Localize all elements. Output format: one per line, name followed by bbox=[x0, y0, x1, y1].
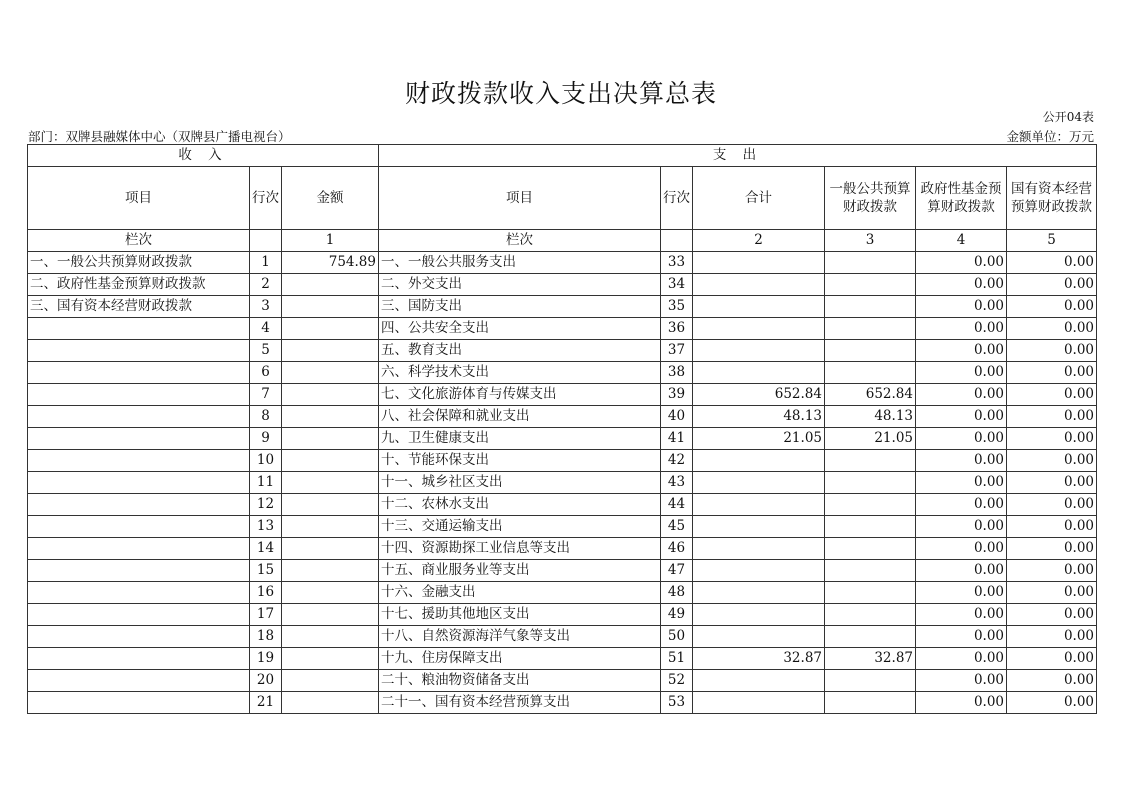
expense-item-cell: 九、卫生健康支出 bbox=[379, 428, 661, 450]
general-budget-cell: 32.87 bbox=[825, 648, 916, 670]
income-item-cell bbox=[28, 428, 250, 450]
income-row-no-cell: 2 bbox=[250, 274, 282, 296]
table-row bbox=[28, 296, 1097, 318]
table-row bbox=[28, 670, 1097, 692]
total-cell bbox=[693, 560, 825, 582]
income-item-cell bbox=[28, 494, 250, 516]
income-amount-cell bbox=[282, 692, 379, 714]
state-capital-cell: 0.00 bbox=[1007, 472, 1097, 494]
table-row bbox=[28, 692, 1097, 714]
gov-fund-cell: 0.00 bbox=[916, 582, 1007, 604]
total-cell bbox=[693, 472, 825, 494]
income-section-header: 收 入 bbox=[28, 145, 379, 167]
section-header-row bbox=[28, 145, 1097, 167]
total-index: 2 bbox=[693, 230, 825, 252]
general-budget-cell bbox=[825, 538, 916, 560]
table-row bbox=[28, 626, 1097, 648]
state-capital-cell: 0.00 bbox=[1007, 538, 1097, 560]
income-amount-cell bbox=[282, 472, 379, 494]
expense-row-index bbox=[661, 230, 693, 252]
gov-fund-cell: 0.00 bbox=[916, 670, 1007, 692]
table-row bbox=[28, 428, 1097, 450]
income-row-no-cell: 8 bbox=[250, 406, 282, 428]
expense-row-no-cell: 36 bbox=[661, 318, 693, 340]
general-budget-cell bbox=[825, 516, 916, 538]
expense-item-cell: 二十一、国有资本经营预算支出 bbox=[379, 692, 661, 714]
total-cell bbox=[693, 252, 825, 274]
income-item-cell bbox=[28, 604, 250, 626]
total-cell bbox=[693, 340, 825, 362]
table-row bbox=[28, 604, 1097, 626]
state-capital-cell: 0.00 bbox=[1007, 582, 1097, 604]
income-item-cell bbox=[28, 692, 250, 714]
total-header: 合计 bbox=[693, 167, 825, 230]
expense-item-header: 项目 bbox=[379, 167, 661, 230]
gov-fund-cell: 0.00 bbox=[916, 626, 1007, 648]
income-item-cell bbox=[28, 516, 250, 538]
expense-item-cell: 二、外交支出 bbox=[379, 274, 661, 296]
income-row-no-cell: 10 bbox=[250, 450, 282, 472]
total-cell bbox=[693, 494, 825, 516]
income-row-no-cell: 5 bbox=[250, 340, 282, 362]
gov-fund-cell: 0.00 bbox=[916, 538, 1007, 560]
fiscal-summary-table bbox=[27, 144, 1097, 714]
state-capital-cell: 0.00 bbox=[1007, 692, 1097, 714]
expense-item-cell: 十三、交通运输支出 bbox=[379, 516, 661, 538]
expense-row-no-cell: 52 bbox=[661, 670, 693, 692]
general-budget-cell bbox=[825, 318, 916, 340]
table-row bbox=[28, 252, 1097, 274]
expense-item-cell: 十、节能环保支出 bbox=[379, 450, 661, 472]
income-amount-cell bbox=[282, 626, 379, 648]
gov-fund-cell: 0.00 bbox=[916, 274, 1007, 296]
income-item-cell bbox=[28, 406, 250, 428]
income-amount-cell bbox=[282, 384, 379, 406]
income-amount-cell bbox=[282, 494, 379, 516]
income-amount-cell bbox=[282, 318, 379, 340]
income-amount-cell bbox=[282, 362, 379, 384]
expense-row-no-cell: 47 bbox=[661, 560, 693, 582]
income-row-no-cell: 16 bbox=[250, 582, 282, 604]
income-row-no-cell: 21 bbox=[250, 692, 282, 714]
total-cell bbox=[693, 604, 825, 626]
expense-item-cell: 七、文化旅游体育与传媒支出 bbox=[379, 384, 661, 406]
gov-fund-cell: 0.00 bbox=[916, 362, 1007, 384]
gov-fund-cell: 0.00 bbox=[916, 318, 1007, 340]
expense-item-cell: 十八、自然资源海洋气象等支出 bbox=[379, 626, 661, 648]
state-capital-cell: 0.00 bbox=[1007, 362, 1097, 384]
state-capital-cell: 0.00 bbox=[1007, 626, 1097, 648]
income-item-cell bbox=[28, 362, 250, 384]
state-capital-cell: 0.00 bbox=[1007, 560, 1097, 582]
total-cell bbox=[693, 626, 825, 648]
general-budget-cell bbox=[825, 296, 916, 318]
general-budget-cell bbox=[825, 274, 916, 296]
table-row bbox=[28, 406, 1097, 428]
expense-item-cell: 二十、粮油物资储备支出 bbox=[379, 670, 661, 692]
total-cell: 21.05 bbox=[693, 428, 825, 450]
state-capital-cell: 0.00 bbox=[1007, 340, 1097, 362]
expense-item-cell: 六、科学技术支出 bbox=[379, 362, 661, 384]
department-label: 部门：双牌县融媒体中心（双牌县广播电视台） bbox=[28, 129, 291, 144]
expense-row-no-cell: 43 bbox=[661, 472, 693, 494]
general-budget-cell bbox=[825, 472, 916, 494]
expense-row-no-header: 行次 bbox=[661, 167, 693, 230]
gov-fund-cell: 0.00 bbox=[916, 340, 1007, 362]
expense-item-cell: 十四、资源勘探工业信息等支出 bbox=[379, 538, 661, 560]
income-item-header: 项目 bbox=[28, 167, 250, 230]
total-cell bbox=[693, 362, 825, 384]
income-row-no-cell: 15 bbox=[250, 560, 282, 582]
expense-row-no-cell: 41 bbox=[661, 428, 693, 450]
state-capital-cell: 0.00 bbox=[1007, 252, 1097, 274]
gov-fund-cell: 0.00 bbox=[916, 472, 1007, 494]
general-budget-cell bbox=[825, 692, 916, 714]
general-budget-cell bbox=[825, 560, 916, 582]
gov-fund-index: 4 bbox=[916, 230, 1007, 252]
table-row bbox=[28, 494, 1097, 516]
income-amount-header: 金额 bbox=[282, 167, 379, 230]
general-budget-cell bbox=[825, 582, 916, 604]
state-capital-cell: 0.00 bbox=[1007, 428, 1097, 450]
income-item-cell bbox=[28, 582, 250, 604]
expense-item-cell: 五、教育支出 bbox=[379, 340, 661, 362]
income-row-no-cell: 4 bbox=[250, 318, 282, 340]
income-amount-cell bbox=[282, 670, 379, 692]
total-cell bbox=[693, 670, 825, 692]
income-row-no-cell: 9 bbox=[250, 428, 282, 450]
income-amount-cell bbox=[282, 538, 379, 560]
income-index-label: 栏次 bbox=[28, 230, 250, 252]
expense-item-cell: 八、社会保障和就业支出 bbox=[379, 406, 661, 428]
income-item-cell bbox=[28, 538, 250, 560]
expense-row-no-cell: 46 bbox=[661, 538, 693, 560]
income-amount-cell bbox=[282, 648, 379, 670]
page-title: 财政拨款收入支出决算总表 bbox=[404, 79, 717, 108]
general-budget-cell bbox=[825, 362, 916, 384]
gov-fund-cell: 0.00 bbox=[916, 296, 1007, 318]
income-item-cell: 三、国有资本经营财政拨款 bbox=[28, 296, 250, 318]
table-row bbox=[28, 340, 1097, 362]
general-budget-cell bbox=[825, 670, 916, 692]
expense-row-no-cell: 44 bbox=[661, 494, 693, 516]
income-item-cell bbox=[28, 670, 250, 692]
expense-row-no-cell: 33 bbox=[661, 252, 693, 274]
expense-row-no-cell: 45 bbox=[661, 516, 693, 538]
gov-fund-cell: 0.00 bbox=[916, 450, 1007, 472]
table-row bbox=[28, 472, 1097, 494]
income-item-cell bbox=[28, 340, 250, 362]
state-capital-header: 国有资本经营预算财政拨款 bbox=[1007, 167, 1097, 230]
income-amount-cell bbox=[282, 516, 379, 538]
state-capital-cell: 0.00 bbox=[1007, 670, 1097, 692]
expense-section-header: 支 出 bbox=[379, 145, 1097, 167]
total-cell bbox=[693, 296, 825, 318]
table-row bbox=[28, 450, 1097, 472]
income-amount-cell bbox=[282, 450, 379, 472]
expense-row-no-cell: 48 bbox=[661, 582, 693, 604]
income-row-no-cell: 20 bbox=[250, 670, 282, 692]
general-budget-cell: 21.05 bbox=[825, 428, 916, 450]
expense-row-no-cell: 37 bbox=[661, 340, 693, 362]
total-cell: 48.13 bbox=[693, 406, 825, 428]
gov-fund-cell: 0.00 bbox=[916, 560, 1007, 582]
gov-fund-cell: 0.00 bbox=[916, 428, 1007, 450]
income-item-cell bbox=[28, 648, 250, 670]
income-amount-cell bbox=[282, 340, 379, 362]
general-index: 3 bbox=[825, 230, 916, 252]
total-cell bbox=[693, 692, 825, 714]
total-cell bbox=[693, 538, 825, 560]
state-capital-cell: 0.00 bbox=[1007, 648, 1097, 670]
expense-item-cell: 十二、农林水支出 bbox=[379, 494, 661, 516]
income-row-no-header: 行次 bbox=[250, 167, 282, 230]
income-amount-index: 1 bbox=[282, 230, 379, 252]
state-capital-index: 5 bbox=[1007, 230, 1097, 252]
income-item-cell: 二、政府性基金预算财政拨款 bbox=[28, 274, 250, 296]
expense-row-no-cell: 42 bbox=[661, 450, 693, 472]
gov-fund-cell: 0.00 bbox=[916, 406, 1007, 428]
income-row-index bbox=[250, 230, 282, 252]
income-row-no-cell: 11 bbox=[250, 472, 282, 494]
expense-item-cell: 十五、商业服务业等支出 bbox=[379, 560, 661, 582]
expense-row-no-cell: 51 bbox=[661, 648, 693, 670]
expense-item-cell: 三、国防支出 bbox=[379, 296, 661, 318]
form-number: 公开04表 bbox=[1042, 110, 1094, 124]
state-capital-cell: 0.00 bbox=[1007, 450, 1097, 472]
gov-fund-cell: 0.00 bbox=[916, 494, 1007, 516]
general-budget-cell: 652.84 bbox=[825, 384, 916, 406]
expense-item-cell: 四、公共安全支出 bbox=[379, 318, 661, 340]
income-item-cell bbox=[28, 384, 250, 406]
income-amount-cell: 754.89 bbox=[282, 252, 379, 274]
table-row bbox=[28, 274, 1097, 296]
general-budget-cell: 48.13 bbox=[825, 406, 916, 428]
total-cell: 32.87 bbox=[693, 648, 825, 670]
total-cell bbox=[693, 318, 825, 340]
general-budget-cell bbox=[825, 450, 916, 472]
income-row-no-cell: 7 bbox=[250, 384, 282, 406]
income-amount-cell bbox=[282, 560, 379, 582]
income-amount-cell bbox=[282, 274, 379, 296]
income-item-cell: 一、一般公共预算财政拨款 bbox=[28, 252, 250, 274]
income-amount-cell bbox=[282, 296, 379, 318]
expense-row-no-cell: 39 bbox=[661, 384, 693, 406]
expense-row-no-cell: 49 bbox=[661, 604, 693, 626]
gov-fund-cell: 0.00 bbox=[916, 648, 1007, 670]
expense-item-cell: 十九、住房保障支出 bbox=[379, 648, 661, 670]
expense-item-cell: 十七、援助其他地区支出 bbox=[379, 604, 661, 626]
expense-item-cell: 十一、城乡社区支出 bbox=[379, 472, 661, 494]
column-index-row bbox=[28, 230, 1097, 252]
expense-row-no-cell: 34 bbox=[661, 274, 693, 296]
income-item-cell bbox=[28, 626, 250, 648]
general-budget-cell bbox=[825, 604, 916, 626]
expense-row-no-cell: 35 bbox=[661, 296, 693, 318]
general-budget-cell bbox=[825, 494, 916, 516]
gov-fund-cell: 0.00 bbox=[916, 252, 1007, 274]
income-row-no-cell: 14 bbox=[250, 538, 282, 560]
expense-row-no-cell: 50 bbox=[661, 626, 693, 648]
income-row-no-cell: 3 bbox=[250, 296, 282, 318]
gov-fund-cell: 0.00 bbox=[916, 516, 1007, 538]
income-row-no-cell: 18 bbox=[250, 626, 282, 648]
gov-fund-header: 政府性基金预算财政拨款 bbox=[916, 167, 1007, 230]
table-row bbox=[28, 648, 1097, 670]
income-amount-cell bbox=[282, 582, 379, 604]
total-cell: 652.84 bbox=[693, 384, 825, 406]
income-row-no-cell: 17 bbox=[250, 604, 282, 626]
income-row-no-cell: 1 bbox=[250, 252, 282, 274]
income-row-no-cell: 13 bbox=[250, 516, 282, 538]
income-row-no-cell: 19 bbox=[250, 648, 282, 670]
income-amount-cell bbox=[282, 604, 379, 626]
general-budget-cell bbox=[825, 626, 916, 648]
total-cell bbox=[693, 582, 825, 604]
column-header-row bbox=[28, 167, 1097, 230]
state-capital-cell: 0.00 bbox=[1007, 406, 1097, 428]
income-row-no-cell: 6 bbox=[250, 362, 282, 384]
table-row bbox=[28, 538, 1097, 560]
expense-index-label: 栏次 bbox=[379, 230, 661, 252]
general-budget-cell bbox=[825, 252, 916, 274]
state-capital-cell: 0.00 bbox=[1007, 274, 1097, 296]
gov-fund-cell: 0.00 bbox=[916, 384, 1007, 406]
table-row bbox=[28, 560, 1097, 582]
total-cell bbox=[693, 274, 825, 296]
income-item-cell bbox=[28, 560, 250, 582]
expense-item-cell: 十六、金融支出 bbox=[379, 582, 661, 604]
state-capital-cell: 0.00 bbox=[1007, 384, 1097, 406]
table-row bbox=[28, 516, 1097, 538]
income-item-cell bbox=[28, 450, 250, 472]
total-cell bbox=[693, 516, 825, 538]
income-amount-cell bbox=[282, 406, 379, 428]
expense-row-no-cell: 38 bbox=[661, 362, 693, 384]
total-cell bbox=[693, 450, 825, 472]
expense-row-no-cell: 53 bbox=[661, 692, 693, 714]
income-item-cell bbox=[28, 318, 250, 340]
gov-fund-cell: 0.00 bbox=[916, 604, 1007, 626]
income-amount-cell bbox=[282, 428, 379, 450]
income-row-no-cell: 12 bbox=[250, 494, 282, 516]
state-capital-cell: 0.00 bbox=[1007, 296, 1097, 318]
table-row bbox=[28, 362, 1097, 384]
gov-fund-cell: 0.00 bbox=[916, 692, 1007, 714]
state-capital-cell: 0.00 bbox=[1007, 494, 1097, 516]
expense-item-cell: 一、一般公共服务支出 bbox=[379, 252, 661, 274]
state-capital-cell: 0.00 bbox=[1007, 604, 1097, 626]
table-row bbox=[28, 318, 1097, 340]
unit-label: 金额单位：万元 bbox=[1006, 129, 1094, 144]
state-capital-cell: 0.00 bbox=[1007, 318, 1097, 340]
general-budget-cell bbox=[825, 340, 916, 362]
table-row bbox=[28, 582, 1097, 604]
expense-row-no-cell: 40 bbox=[661, 406, 693, 428]
table-row bbox=[28, 384, 1097, 406]
general-budget-header: 一般公共预算财政拨款 bbox=[825, 167, 916, 230]
income-item-cell bbox=[28, 472, 250, 494]
state-capital-cell: 0.00 bbox=[1007, 516, 1097, 538]
